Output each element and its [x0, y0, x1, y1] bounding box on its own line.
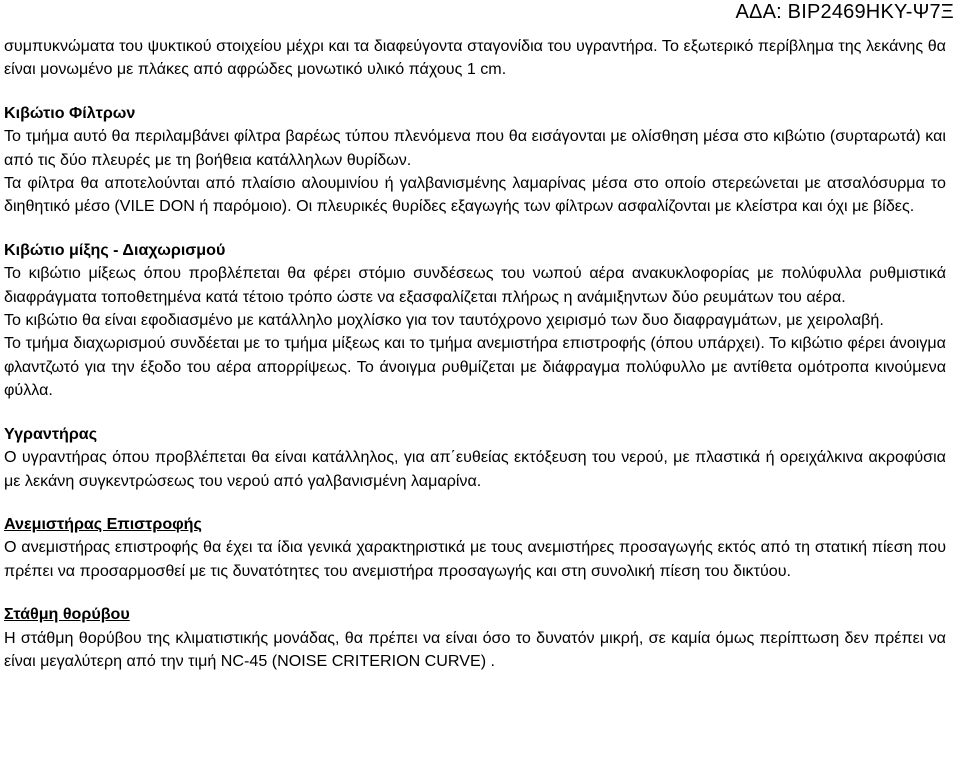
document-body — [4, 35, 946, 673]
filter-box-paragraph-2: Τα φίλτρα θα αποτελούνται από πλαίσιο αλουμινίου ή γαλβανισμένης λαμαρίνας μέσα στο οποίο στερεώνεται με ατσαλόσυρμα το διηθητικό μέσο (VILE DON ή παρόμοιο). Οι πλευρικές θυρίδες εξαγωγής των φίλτρων ασφαλίζονται με κλείστρα και όχι με βίδες. — [4, 174, 946, 216]
section-heading-humidifier: Υγραντήρας — [4, 424, 98, 443]
mixing-box-paragraph-2: Το κιβώτιο θα είναι εφοδιασμένο με κατάλληλο μοχλίσκο για τον ταυτόχρονο χειρισμό των δυο διαφραγμάτων, με χειρολαβή. — [4, 311, 884, 330]
section-heading-mixing-box: Κιβώτιο μίξης - Διαχωρισμού — [4, 240, 226, 259]
section-heading-filter-box: Κιβώτιο Φίλτρων — [4, 103, 136, 122]
intro-paragraph: συμπυκνώματα του ψυκτικού στοιχείου μέχρι και τα διαφεύγοντα σταγονίδια του υγραντήρα. Το εξωτερικό περίβλημα της λεκάνης θα είναι μονωμένο με πλάκες από αφρώδες μονωτικό υλικό πάχους 1 cm. — [4, 37, 946, 79]
mixing-box-paragraph-3: Το τμήμα διαχωρισμού συνδέεται με το τμήμα μίξεως και το τμήμα ανεμιστήρα επιστροφής (όπου υπάρχει). Το κιβώτιο φέρει άνοιγμα φλαντζωτό για την έξοδο του αέρα απορρίψεως. Το άνοιγμα ρυθμίζεται με διάφραγμα πολύφυλλο με αντίθετα ομότροπα κινούμενα φύλλα. — [4, 334, 946, 400]
mixing-box-paragraph-1: Το κιβώτιο μίξεως όπου προβλέπεται θα φέρει στόμιο συνδέσεως του νωπού αέρα ανακυκλοφορίας με πολύφυλλα ρυθμιστικά διαφράγματα τοποθετημένα κατά τέτοιο τρόπο ώστε να εξασφαλίζεται πλήρως η ανάμιξηντων δύο ρευμάτων του αέρα. — [4, 264, 946, 306]
humidifier-paragraph-1: Ο υγραντήρας όπου προβλέπεται θα είναι κατάλληλος, για απ΄ευθείας εκτόξευση του νερού, με πλαστικά ή ορειχάλκινα ακροφύσια με λεκάνη συγκεντρώσεως του νερού από γαλβανισμένη λαμαρίνα. — [4, 448, 946, 490]
noise-level-paragraph-1: Η στάθμη θορύβου της κλιματιστικής μονάδας, θα πρέπει να είναι όσο το δυνατόν μικρή, σε καμία όμως περίπτωση δεν πρέπει να είναι μεγαλύτερη από την τιμή NC-45 (NOISE CRITERION CURVE) . — [4, 628, 946, 670]
ada-code: ΑΔΑ: ΒΙΡ2469ΗΚΥ-Ψ7Ξ — [735, 1, 954, 23]
section-heading-return-fan: Ανεμιστήρας Επιστροφής — [4, 514, 202, 533]
return-fan-paragraph-1: Ο ανεμιστήρας επιστροφής θα έχει τα ίδια γενικά χαρακτηριστικά με τους ανεμιστήρες προσαγωγής εκτός από τη στατική πίεση που πρέπει να προσαρμοσθεί με τις δυνατότητες του ανεμιστήρα προσαγωγής και στη συνολική πίεση του δικτύου. — [4, 538, 946, 580]
filter-box-paragraph-1: Το τμήμα αυτό θα περιλαμβάνει φίλτρα βαρέως τύπου πλενόμενα που θα εισάγονται με ολίσθηση μέσα στο κιβώτιο (συρταρωτά) και από τις δύο πλευρές με τη βοήθεια κατάλληλων θυρίδων. — [4, 127, 946, 169]
section-heading-noise-level: Στάθμη θορύβου — [4, 605, 130, 624]
